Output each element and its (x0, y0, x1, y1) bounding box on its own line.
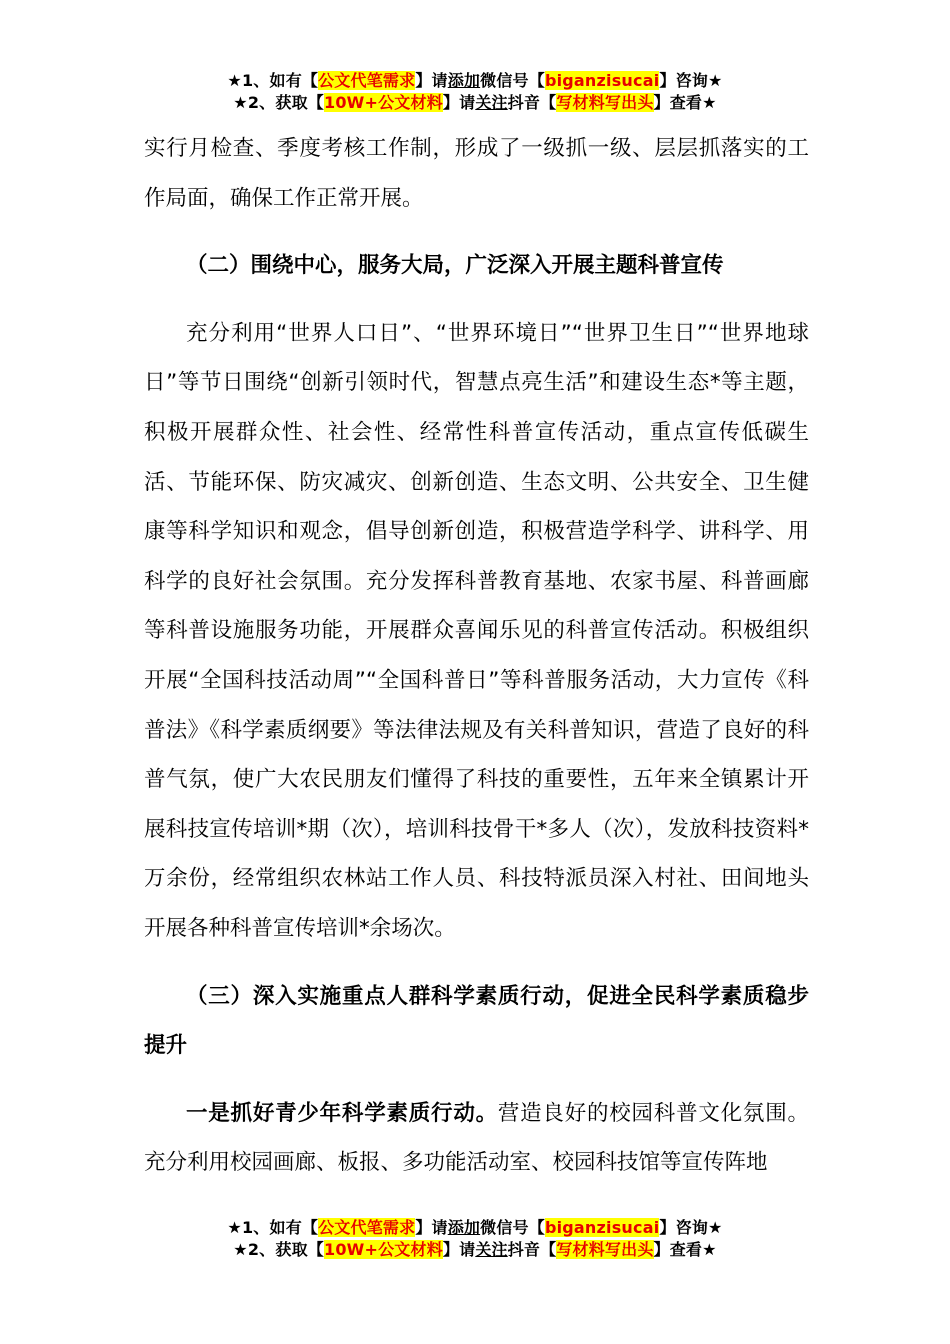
highlight-text: biganzisucai (544, 1218, 660, 1237)
continued-paragraph: 实行月检查、季度考核工作制，形成了一级抓一级、层层抓落实的工作局面，确保工作正常开展。 (144, 136, 809, 211)
highlight-text: 写材料写出头 (556, 93, 654, 112)
underlined-text: 添加 (447, 1218, 481, 1237)
banner-text: 抖音【 (507, 93, 557, 112)
banner-text: 】请 (442, 1240, 476, 1259)
banner-text: 微信号【 (480, 71, 545, 90)
footer-line-2 (0, 1239, 950, 1261)
document-body (144, 124, 809, 1188)
banner-line-2 (0, 92, 950, 114)
highlight-text: 10W+公文材料 (323, 1240, 443, 1259)
banner-text: ★2、获取【 (233, 93, 324, 112)
highlight-text: biganzisucai (544, 71, 660, 90)
banner-text: 微信号【 (480, 1218, 545, 1237)
banner-text: 】咨询★ (659, 71, 723, 90)
banner-text: ★1、如有【 (227, 1218, 319, 1237)
banner-text: 抖音【 (507, 1240, 557, 1259)
footer-banner (0, 1217, 950, 1261)
footer-line-1 (0, 1217, 950, 1239)
highlight-text: 10W+公文材料 (323, 93, 443, 112)
paragraph-text: 营造良好的校园科普文化氛围。充分利用校园画廊、板报、多功能活动室、校园科技馆等宣传阵地 (144, 1100, 809, 1176)
banner-text: 】查看★ (653, 1240, 717, 1259)
highlight-text: 写材料写出头 (556, 1240, 654, 1259)
paragraph-3 (144, 1089, 809, 1188)
highlight-text: 公文代笔需求 (318, 1218, 416, 1237)
section-heading-3: （三）深入实施重点人群科学素质行动，促进全民科学素质稳步提升 (144, 983, 809, 1059)
paragraph-2: 充分利用“世界人口日”、“世界环境日”“世界卫生日”“世界地球日”等节日围绕“创新引领时代，智慧点亮生活”和建设生态*等主题，积极开展群众性、社会性、经常性科普宣传活动，重点宣传低碳生活、节能环保、防灾减灾、创新创造、生态文明、公共安全、卫生健康等科学知识和观念，倡导创新创造，积极营造学科学、讲科学、用科学的良好社会氛围。充分发挥科普教育基地、农家书屋、科普画廊等科普设施服务功能，开展群众喜闻乐见的科普宣传活动。积极组织开展“全国科技活动周”“全国科普日”等科普服务活动，大力宣传《科普法》《科学素质纲要》等法律法规及有关科普知识，营造了良好的科普气氛，使广大农民朋友们懂得了科技的重要性，五年来全镇累计开展科技宣传培训*期（次），培训科技骨干*多人（次），发放科技资料*万余份，经常组织农林站工作人员、科技特派员深入村社、田间地头开展各种科普宣传培训*余场次。 (144, 320, 809, 941)
banner-text: ★2、获取【 (233, 1240, 324, 1259)
banner-line-1 (0, 70, 950, 92)
banner-text: 】请 (442, 93, 476, 112)
section-heading-2: （二）围绕中心，服务大局，广泛深入开展主题科普宣传 (186, 253, 724, 279)
banner-text: 】请 (415, 1218, 448, 1237)
underlined-text: 关注 (475, 1240, 508, 1259)
banner-text: 】请 (415, 71, 448, 90)
underlined-text: 添加 (447, 71, 481, 90)
banner-text: 】查看★ (653, 93, 717, 112)
underlined-text: 关注 (475, 93, 508, 112)
banner-text: 】咨询★ (659, 1218, 723, 1237)
highlight-text: 公文代笔需求 (318, 71, 416, 90)
banner-text: ★1、如有【 (227, 71, 319, 90)
paragraph-lead: 一是抓好青少年科学素质行动。 (186, 1100, 498, 1126)
header-banner (0, 70, 950, 114)
